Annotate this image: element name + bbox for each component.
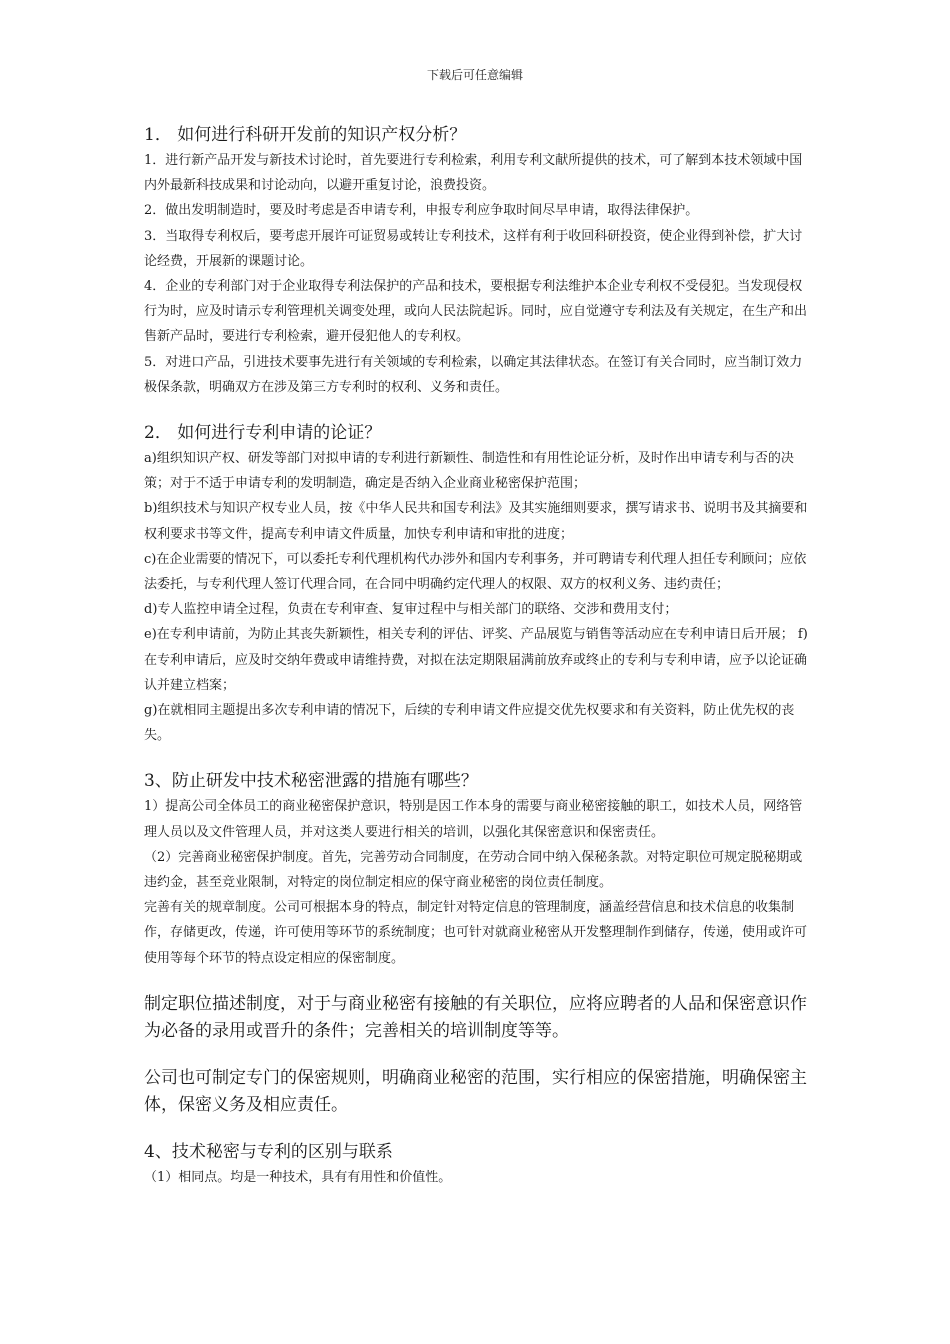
s4-para-1: （1）相同点。均是一种技术，具有有用性和价值性。 [144,1169,452,1185]
s1-para-1: 1．进行新产品开发与新技术讨论时，首先要进行专利检索，利用专利文献所提供的技术，可了解到本技术领域中国内外最新科技成果和讨论动向，以避开重复讨论，浪费投资。 [144,153,803,194]
s1-para-2: 2．做出发明制造时，要及时考虑是否申请专利，申报专利应争取时间尽早申请，取得法律保护。 [144,203,699,219]
s1-para-4: 4．企业的专利部门对于企业取得专利法保护的产品和技术，要根据专利法维护本企业专利权不受侵犯。当发现侵权行为时，应及时请示专利管理机关调变处理，或向人民法院起诉。同时，应自觉遵守专利法及有关规定，在生产和出售新产品时，要进行专利检索，避开侵犯他人的专利权。 [144,279,808,345]
section-4-title: 4、技术秘密与专利的区别与联系 [144,1141,393,1162]
s3-big-para-2: 公司也可制定专门的保密规则，明确商业秘密的范围，实行相应的保密措施，明确保密主体，保密义务及相应责任。 [144,1067,807,1115]
s3-para-1: 1）提高公司全体员工的商业秘密保护意识，特别是因工作本身的需要与商业秘密接触的职工，如技术人员，网络管理人员以及文件管理人员，并对这类人要进行相关的培训，以强化其保密意识和保密责任。 [144,799,803,840]
s2-para-b: b)组织技术与知识产权专业人员，按《中华人民共和国专利法》及其实施细则要求，撰写请求书、说明书及其摘要和权利要求书等文件，提高专利申请文件质量，加快专利申请和审批的进度； [144,501,808,542]
s2-para-d: d)专人监控申请全过程，负责在专利审查、复审过程中与相关部门的联络、交涉和费用支付； [144,602,678,618]
section-3-title: 3、防止研发中技术秘密泄露的措施有哪些？ [144,771,478,792]
s2-para-c: c)在企业需要的情况下，可以委托专利代理机构代办涉外和国内专利事务，并可聘请专利代理人担任专利顾问；应依法委托，与专利代理人签订代理合同，在合同中明确约定代理人的权限、双方的权利义务、违约责任； [144,551,807,593]
s1-para-3: 3．当取得专利权后，要考虑开展许可证贸易或转让专利技术，这样有利于收回科研投资，使企业得到补偿，扩大讨论经费，开展新的课题讨论。 [144,228,803,269]
section-2-title: 2． 如何进行专利申请的论证？ [144,423,382,444]
s3-big-para-1: 制定职位描述制度，对于与商业秘密有接触的有关职位，应将应聘者的人品和保密意识作为必备的录用或晋升的条件；完善相关的培训制度等等。 [144,993,807,1041]
s3-para-3: 完善有关的规章制度。公司可根据本身的特点，制定针对特定信息的管理制度，涵盖经营信息和技术信息的收集制作，存储更改，传递，许可使用等环节的系统制度；也可针对就商业秘密从开发整理制作到储存，传递，使用或许可使用等每个环节的特点设定相应的保密制度。 [144,900,808,966]
s1-para-5: 5．对进口产品，引进技术要事先进行有关领域的专利检索，以确定其法律状态。在签订有关合同时，应当制订效力极保条款，明确双方在涉及第三方专利时的权利、义务和责任。 [144,354,803,395]
document-body [144,122,812,1190]
s2-para-e: e)在专利申请前，为防止其丧失新颖性，相关专利的评估、评奖、产品展览与销售等活动应在专利申请日后开展； f)在专利申请后，应及时交纳年费或申请维持费，对拟在法定期限届满前放弃或终止的专利与专利申请，应予以论证确认并建立档案； [144,627,808,693]
section-1-title: 1． 如何进行科研开发前的知识产权分析？ [144,125,467,145]
s2-para-a: a)组织知识产权、研发等部门对拟申请的专利进行新颖性、制造性和有用性论证分析，及时作出申请专利与否的决策；对于不适于申请专利的发明制造，确定是否纳入企业商业秘密保护范围； [144,451,794,492]
page-header: 下载后可任意编辑 [426,68,523,82]
s3-para-2: （2）完善商业秘密保护制度。首先，完善劳动合同制度，在劳动合同中纳入保秘条款。对特定职位可规定脱秘期或违约金，甚至竞业限制，对特定的岗位制定相应的保守商业秘密的岗位责任制度。 [144,849,803,891]
s2-para-g: g)在就相同主题提出多次专利申请的情况下，后续的专利申请文件应提交优先权要求和有关资料，防止优先权的丧失。 [144,703,795,744]
